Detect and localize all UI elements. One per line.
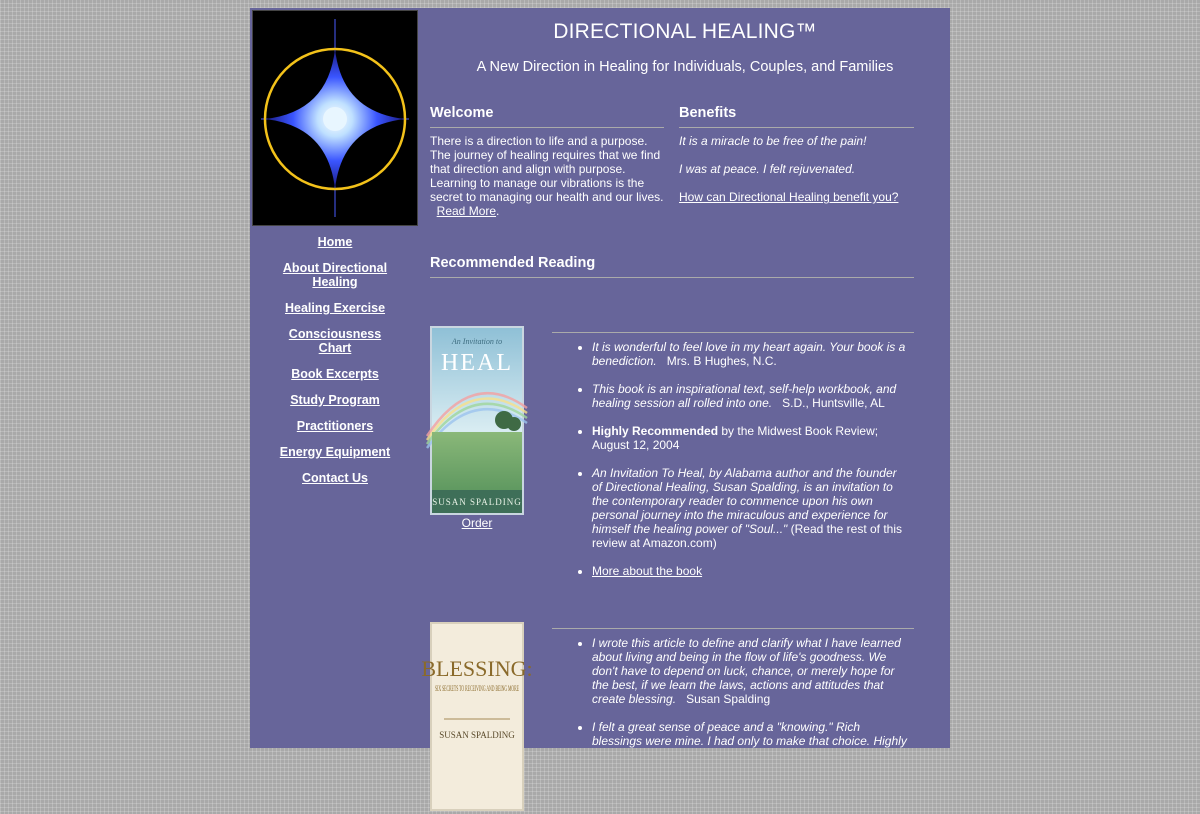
- star-logo-icon: [253, 11, 417, 225]
- order-link[interactable]: Order: [461, 516, 493, 530]
- recommended-reading-heading: Recommended Reading: [430, 255, 914, 278]
- nav-about[interactable]: About Directional Healing: [282, 261, 388, 289]
- review-author: Susan Spalding: [686, 692, 771, 706]
- tagline: A New Direction in Healing for Individuals, Couples, and Families: [476, 59, 894, 75]
- site-title: DIRECTIONAL HEALING™: [553, 20, 817, 43]
- benefit-quote: It is a miracle to be free of the pain!: [679, 134, 867, 148]
- divider: [552, 628, 914, 629]
- book-review-list: [572, 340, 908, 592]
- review-author: Mrs. B Hughes, N.C.: [666, 354, 777, 368]
- read-more-link[interactable]: Read More: [436, 204, 497, 218]
- review-tail: (Read the rest of this review at Amazon.com): [592, 522, 903, 550]
- book-cover: [421, 622, 533, 811]
- review-text: An Invitation To Heal, by Alabama author and the founder of Directional Healing, Susan Spalding, is an invitation to the contemporary reader to commence upon his own personal journey into the miraculous and experience for himself the healing power of "Soul...": [592, 466, 897, 536]
- nav-energy-equipment[interactable]: Energy Equipment: [279, 445, 391, 459]
- review-item: [592, 382, 908, 410]
- nav-study-program[interactable]: Study Program: [290, 393, 380, 407]
- welcome-body: There is a direction to life and a purpose. The journey of healing requires that we find that direction and align with purpose. Learning to manage our vibrations is the secret to managing our health and our lives.: [430, 134, 664, 204]
- book-review-list: [572, 636, 908, 762]
- book-cover: [430, 326, 524, 530]
- read-more-period: .: [496, 204, 500, 218]
- review-item: [592, 720, 908, 748]
- nav-practitioners[interactable]: Practitioners: [296, 419, 374, 433]
- benefits-heading: Benefits: [679, 105, 914, 128]
- benefits-link[interactable]: How can Directional Healing benefit you?: [679, 190, 899, 204]
- divider: [552, 332, 914, 333]
- review-text: I wrote this article to define and clarify what I have learned about living and being in the flow of life's goodness. We don't have to depend on luck, chance, or merely hope for the best, if we learn the laws, actions and attitudes that create blessing.: [592, 636, 901, 706]
- review-item: [592, 564, 908, 578]
- review-bold: Highly Recommended: [592, 424, 719, 438]
- welcome-heading: Welcome: [430, 105, 664, 128]
- review-author: S.D., Huntsville, AL: [782, 396, 885, 410]
- cover-subtitle-text: SIX SECRETS TO RECEIVING AND BEING MORE: [435, 683, 519, 693]
- nav-home[interactable]: Home: [317, 235, 353, 249]
- nav-book-excerpts[interactable]: Book Excerpts: [291, 367, 379, 381]
- more-about-book-link[interactable]: More about the book: [592, 564, 703, 578]
- page-container: [250, 8, 950, 748]
- review-item: [592, 636, 908, 706]
- cover-top-text: An Invitation to: [451, 337, 503, 346]
- cover-author-text: SUSAN SPALDING: [439, 730, 515, 740]
- cover-title-text: BLESSING:: [421, 656, 533, 681]
- book-cover-heal-image[interactable]: [430, 326, 524, 515]
- book-cover-blessing-image[interactable]: [421, 622, 533, 811]
- nav-healing-exercise[interactable]: Healing Exercise: [284, 301, 386, 315]
- welcome-text: [430, 134, 670, 218]
- benefit-quote: I was at peace. I felt rejuvenated.: [679, 162, 856, 176]
- review-text: by the Midwest Book Review; August 12, 2004: [592, 424, 879, 452]
- star-logo[interactable]: [252, 10, 418, 226]
- nav-consciousness-chart[interactable]: Consciousness Chart: [288, 327, 382, 355]
- review-text: This book is an inspirational text, self-help workbook, and healing session all rolled into one.: [592, 382, 897, 410]
- cover-title-text: HEAL: [441, 350, 513, 376]
- review-text: It is wonderful to feel love in my heart again. Your book is a benediction.: [592, 340, 906, 368]
- nav-contact[interactable]: Contact Us: [302, 471, 368, 485]
- review-text: I felt a great sense of peace and a "knowing." Rich blessings were mine. I had only to make that choice. Highly: [592, 720, 907, 748]
- sidebar-nav: [250, 235, 420, 497]
- review-item: [592, 424, 908, 452]
- review-item: [592, 466, 908, 550]
- review-item: [592, 340, 908, 368]
- cover-author-text: SUSAN SPALDING: [432, 497, 522, 507]
- benefits-section: [679, 134, 919, 204]
